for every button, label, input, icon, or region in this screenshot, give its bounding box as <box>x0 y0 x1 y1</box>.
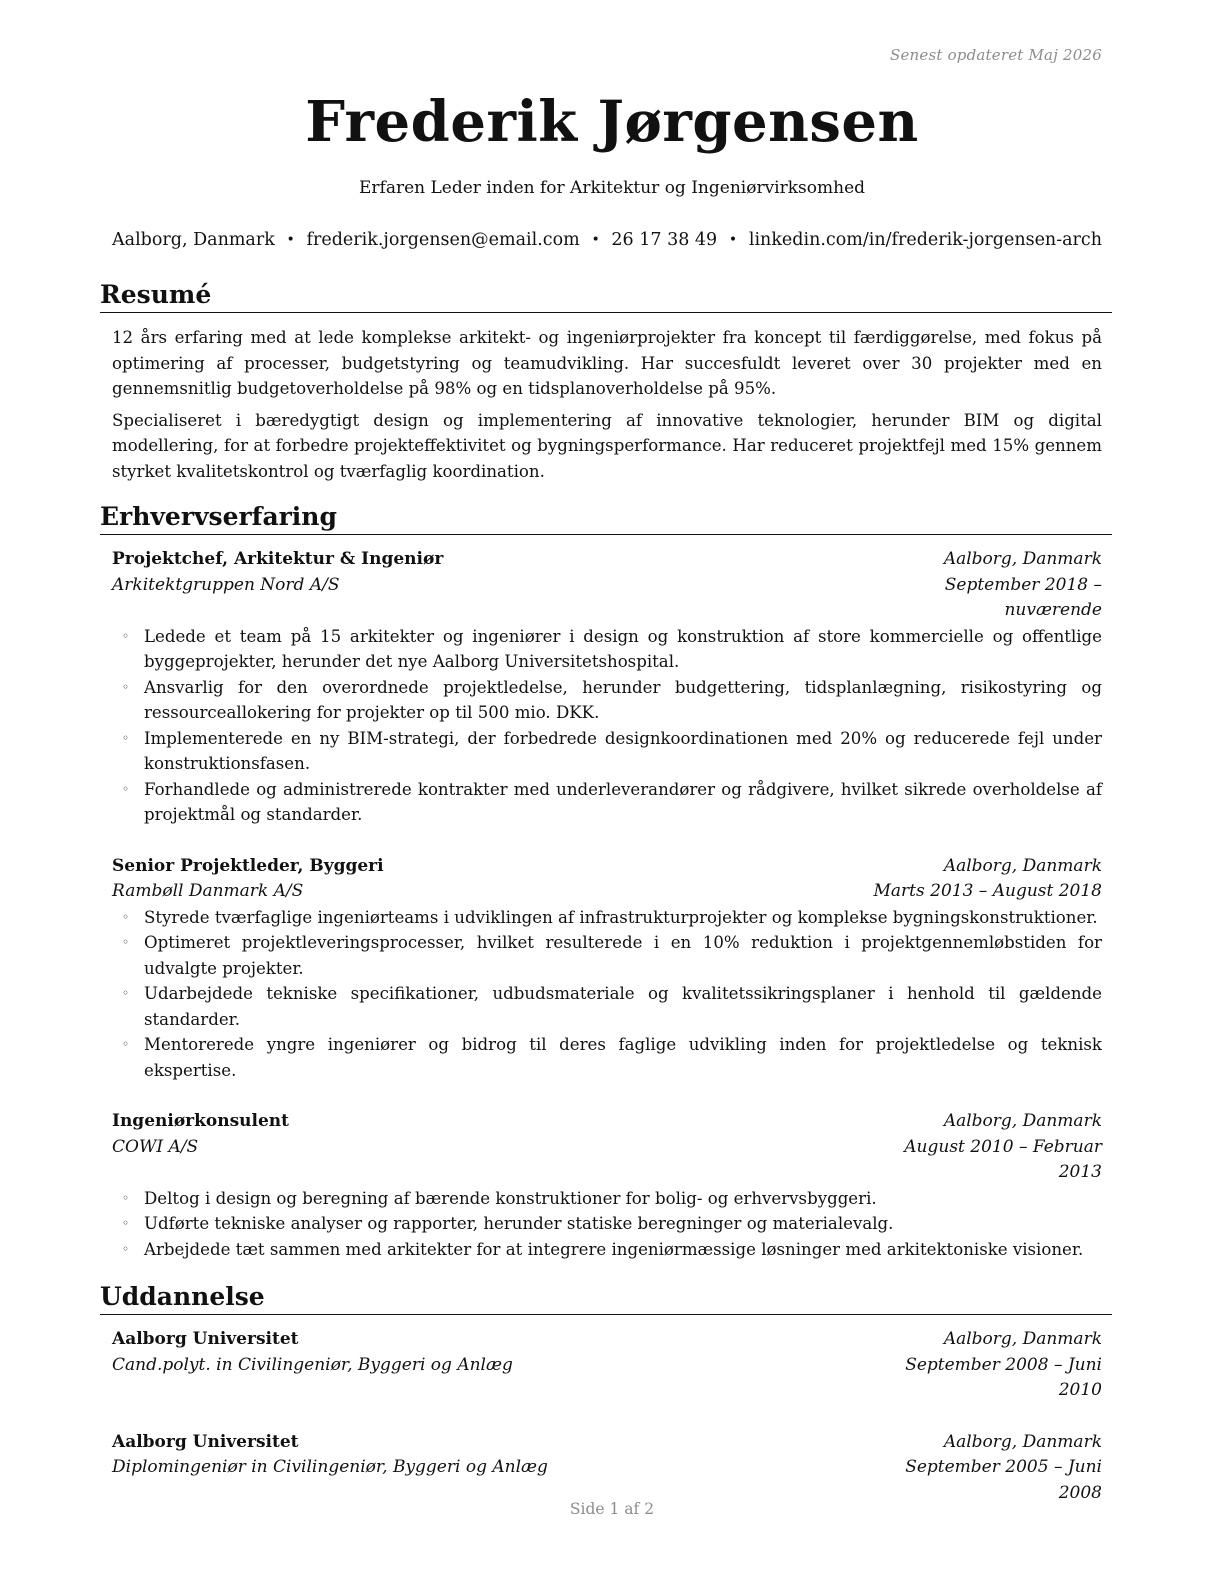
job-dates: August 2010 – Februar 2013 <box>904 1136 1102 1182</box>
contact-linkedin[interactable]: linkedin.com/in/frederik-jorgensen-arch <box>748 230 1102 250</box>
circle-bullet-icon: ◦ <box>122 1190 130 1205</box>
circle-bullet-icon: ◦ <box>122 1037 130 1051</box>
job-dates: Marts 2013 – August 2018 <box>873 881 1102 901</box>
bullet-text: Styrede tværfaglige ingeniørteams i udviklingen af infrastrukturprojekter og komplekse bygningskonstruktioner. <box>144 907 1098 927</box>
bullet-separator-icon: • <box>728 232 738 248</box>
education-section <box>100 1280 1112 1506</box>
school-location: Aalborg, Danmark <box>943 1431 1102 1452</box>
degree: Diplomingeniør in Civilingeniør, Byggeri og Anlæg <box>112 1457 548 1477</box>
job-title: Senior Projektleder, Byggeri <box>112 855 384 876</box>
bullet-text: Deltog i design og beregning af bærende konstruktioner for bolig- og erhvervsbyggeri. <box>144 1188 877 1208</box>
list-item <box>122 1211 1102 1237</box>
job-title: Projektchef, Arkitektur & Ingeniør <box>112 549 444 569</box>
bullet-separator-icon: • <box>591 232 600 248</box>
experience-section <box>100 500 1112 1262</box>
job-bullets <box>112 905 1102 1084</box>
list-item <box>122 624 1102 675</box>
summary-section <box>100 278 1112 484</box>
circle-bullet-icon: ◦ <box>122 909 130 924</box>
job-bullets <box>112 1186 1102 1263</box>
job-entry <box>112 547 1102 828</box>
job-company: Arkitektgruppen Nord A/S <box>112 574 340 595</box>
bullet-text: Implementerede en ny BIM-strategi, der forbedrede designkoordinationen med 20% og reducerede fejl under konstruktionsfasen. <box>144 728 1102 773</box>
bullet-text: Udarbejdede tekniske specifikationer, udbudsmateriale og kvalitetssikringsplaner i henhold til gældende standarder. <box>144 984 1102 1029</box>
education-entry <box>112 1327 1102 1404</box>
bullet-text: Ledede et team på 15 arkitekter og ingeniører i design og konstruktion af store kommercielle og offentlige byggeprojekter, herunder det nye Aalborg Universitetshospital. <box>144 626 1102 671</box>
job-location: Aalborg, Danmark <box>943 1111 1102 1131</box>
list-item <box>122 675 1102 726</box>
list-item <box>122 1186 1102 1212</box>
job-title: Ingeniørkonsulent <box>112 1111 290 1131</box>
school-location: Aalborg, Danmark <box>943 1329 1102 1349</box>
job-location: Aalborg, Danmark <box>943 855 1102 876</box>
school-name: Aalborg Universitet <box>112 1329 299 1349</box>
list-item <box>122 981 1102 1032</box>
job-company: COWI A/S <box>112 1136 199 1157</box>
job-bullets <box>112 624 1102 828</box>
bullet-text: Mentorerede yngre ingeniører og bidrog til deres faglige udvikling inden for projektledelse og teknisk ekspertise. <box>144 1035 1102 1080</box>
last-updated: Senest opdateret Maj 2026 <box>889 46 1102 64</box>
job-company: Rambøll Danmark A/S <box>112 881 304 901</box>
bullet-separator-icon: • <box>286 232 295 248</box>
circle-bullet-icon: ◦ <box>122 628 130 643</box>
list-item <box>122 726 1102 777</box>
job-location: Aalborg, Danmark <box>943 549 1102 569</box>
bullet-text: Optimeret projektleveringsprocesser, hvilket resulterede i en 10% reduktion i projektgennemløbstiden for udvalgte projekter. <box>144 933 1102 978</box>
bullet-text: Arbejdede tæt sammen med arkitekter for at integrere ingeniørmæssige løsninger med arkitektoniske visioner. <box>144 1239 1084 1259</box>
circle-bullet-icon: ◦ <box>122 730 130 745</box>
contact-bar <box>112 228 1102 252</box>
job-entry <box>112 854 1102 1084</box>
degree: Cand.polyt. in Civilingeniør, Byggeri og Anlæg <box>112 1354 513 1375</box>
page-number: Side 1 af 2 <box>569 1500 655 1518</box>
school-name: Aalborg Universitet <box>112 1431 299 1452</box>
list-item <box>122 1032 1102 1083</box>
job-dates: September 2018 – nuværende <box>944 574 1102 620</box>
list-item <box>122 1237 1102 1263</box>
bullet-text: Forhandlede og administrerede kontrakter med underleverandører og rådgivere, hvilket sikrede overholdelse af projektmål og standarder. <box>144 779 1102 824</box>
circle-bullet-icon: ◦ <box>122 679 130 694</box>
contact-location: Aalborg, Danmark <box>112 230 275 250</box>
contact-email[interactable]: frederik.jorgensen@email.com <box>306 230 580 250</box>
section-title-experience: Erhvervserfaring <box>100 500 1112 535</box>
circle-bullet-icon: ◦ <box>122 986 130 1000</box>
list-item <box>122 905 1102 931</box>
section-title-summary: Resumé <box>100 278 1112 313</box>
job-entry <box>112 1109 1102 1262</box>
tagline: Erfaren Leder inden for Arkitektur og Ingeniørvirksomhed <box>358 178 866 198</box>
resume-body <box>100 278 1112 1506</box>
summary-paragraph: 12 års erfaring med at lede komplekse arkitekt- og ingeniørprojekter fra koncept til færdiggørelse, med fokus på optimering af processer, budgetstyring og teamudvikling. Har succesfuldt leveret over 30 projekter med en gennemsnitlig budgetoverholdelse på 98% og en tidsplanoverholdelse på 95%. <box>112 328 1102 398</box>
summary-paragraph: Specialiseret i bæredygtigt design og implementering af innovative teknologier, herunder BIM og digital modellering, for at forbedre projekteffektivitet og bygningsperformance. Har reduceret projektfejl med 15% gennem styrket kvalitetskontrol og tværfaglig koordination. <box>112 410 1102 481</box>
circle-bullet-icon: ◦ <box>122 1241 130 1256</box>
contact-phone[interactable]: 26 17 38 49 <box>611 230 718 250</box>
education-dates: September 2005 – Juni 2008 <box>905 1457 1102 1503</box>
bullet-text: Ansvarlig for den overordnede projektledelse, herunder budgettering, tidsplanlægning, risikostyring og ressourceallokering for projekter op til 500 mio. DKK. <box>144 677 1102 722</box>
circle-bullet-icon: ◦ <box>122 781 130 796</box>
circle-bullet-icon: ◦ <box>122 1216 130 1230</box>
circle-bullet-icon: ◦ <box>122 935 130 949</box>
list-item <box>122 777 1102 828</box>
education-dates: September 2008 – Juni 2010 <box>905 1354 1102 1400</box>
bullet-text: Udførte tekniske analyser og rapporter, herunder statiske beregninger og materialevalg. <box>144 1214 894 1233</box>
list-item <box>122 930 1102 981</box>
education-entry <box>112 1430 1102 1507</box>
candidate-name: Frederik Jørgensen <box>305 89 919 155</box>
section-title-education: Uddannelse <box>100 1280 1112 1315</box>
